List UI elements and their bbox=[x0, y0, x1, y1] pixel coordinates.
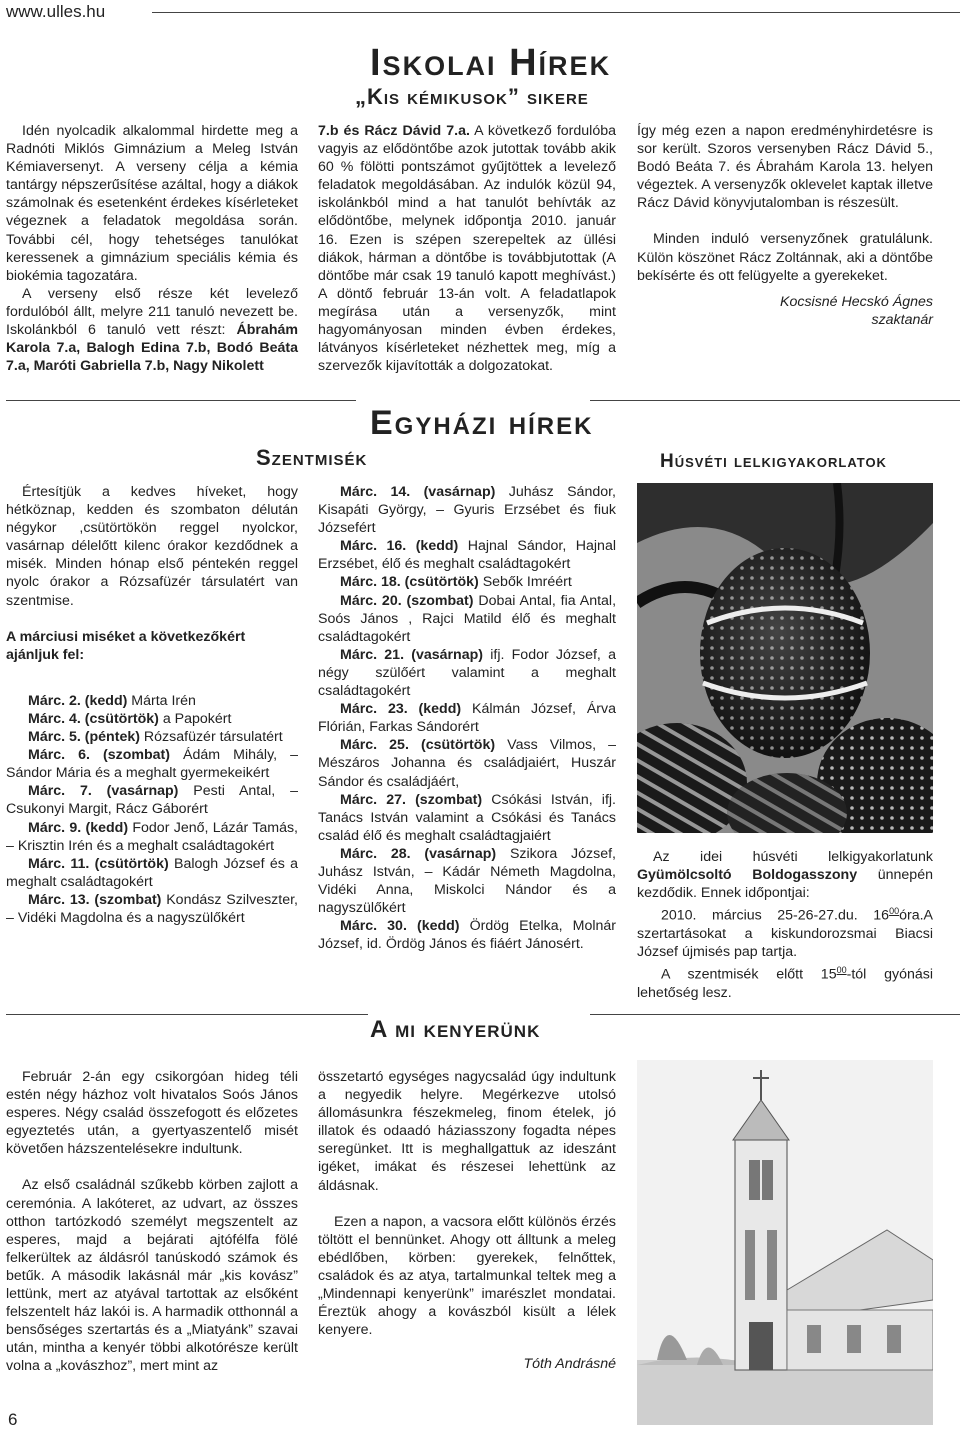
husveti-p2: 2010. március 25-26-27.du. $16^{00}óra.A$ szertartásokat a kiskundorozsmai Biacsi József újmisés pap tartja. bbox=[637, 906, 933, 961]
iskolai-p5: Minden induló versenyzőnek gratulálunk. Külön köszönet Rácz Zoltánnak, aki a döntőbe bekísérte és ott felügyelte a gyerekeket. bbox=[637, 231, 933, 284]
mass-entry: Márc. 4. (csütörtök) a Papokért bbox=[28, 710, 232, 727]
mass-entry: Márc. 7. (vasárnap) Pesti Antal, – Csukonyi Margit, Rácz Gáborért bbox=[6, 783, 298, 818]
participant-names: Ábrahám Karola 7.a, Balogh Edina 7.b, Bodó Beáta 7.a, Maróti Gabriella 7.b, Nagy Nikolett bbox=[6, 322, 298, 375]
kenyer-p1: Február 2-án egy csikorgóan hideg téli estén négy házhoz volt hivatalos Soós János esperes. Négy család összefogott és előzetes egyeztetés után, a gyertyaszentelő misét követően házszentelésekre indultunk. bbox=[6, 1069, 298, 1158]
mass-list-left bbox=[6, 692, 298, 927]
egyhazi-title: Egyházi hírek bbox=[370, 404, 594, 442]
husveti-col bbox=[637, 848, 933, 1002]
mass-entry: Márc. 14. (vasárnap) Juhász Sándor, Kisapáti György, – Gyuris Erzsébet és fiuk Józsefért bbox=[318, 484, 616, 537]
kenyer-p4: Ezen a napon, a vacsora előtt különös érzés töltött el bennünket. Ahogy ott álltunk a meleg ebédlőben, körben: gyerekek, felnőttek, családok és az atya, tartalmunkal teltek meg a „Mindennapi kenyerünk” imarészlet mondatai. Éreztük ahogy a kovászból kisült a lélek kenyere. bbox=[318, 1213, 616, 1339]
mass-entry: Márc. 6. (szombat) Ádám Mihály, – Sándor Mária és a meghalt gyermekeikért bbox=[6, 747, 298, 782]
iskolai-col-2 bbox=[318, 122, 616, 375]
kenyer-title: A mi kenyerünk bbox=[370, 1016, 541, 1043]
site-url[interactable]: www.ulles.hu bbox=[6, 2, 106, 21]
szentmise-col-right bbox=[318, 483, 616, 953]
iskolai-p2: A verseny első része két levelező fordulóból állt, melyre 211 tanuló nevezett be. Iskolánkból 6 tanuló vett részt: Ábrahám Karola 7.a, Balogh Edina 7.b, Bodó Beáta 7.a, Maróti Gabriella 7.b, Nagy Nikolett bbox=[6, 285, 298, 375]
mass-entry: Márc. 27. (szombat) Csókási István, ifj. Tanács István valamint a Csókási és Tanács család élő és meghalt családtagjaiért bbox=[318, 791, 616, 844]
husveti-p3: A szentmisék előtt $15^{00}$-tól gyónási lehetőség lesz. bbox=[637, 965, 934, 1002]
kenyer-p3: összetartó egységes nagycsalád úgy indultunk a negyedik helyre. Megérkezve utolsó állomásunkra fészekmeleg, finom ételek, jó illatok és odaadó háziasszony fogadta népes seregünket. Itt is meghallgattuk az ideszánt igéket, imákat és részesei lehettünk az áldásnak. bbox=[318, 1069, 616, 1194]
iskolai-p3: 7.b és Rácz Dávid 7.a. A következő fordulóba vagyis az elődöntőbe azok jutottak tovább akik 60 % fölötti pontszámot gyűjtöttek a levelező feladatok megoldásában. Az indulók közül 94, iskolánkból mind a hat tanulót behívták az elődöntőbe, melynek időpontja 2010. január 16. Ezen is szépen szerepeltek az üllési diákok, hárman a döntőbe is továbbjutottak (A döntőbe már csak 19 tanuló kapott meghívást.) A döntő február 13-án volt. A feladatlapok megírása után a versenyzők, mint hagyományosan minden évben érdekes, látványos kísérleteket nézhettek meg, míg a szervezők kijavították a dolgozatokat. bbox=[318, 123, 616, 375]
mass-entry: Márc. 25. (csütörtök) Vass Vilmos, – Mészáros Johanna és családjaiért, Huszár Sándor és családjáért, bbox=[318, 737, 616, 790]
kenyer-col-1 bbox=[6, 1068, 298, 1376]
iskolai-signature-role: szaktanár bbox=[871, 311, 933, 328]
mass-entry: Márc. 21. (vasárnap) ifj. Fodor József, a négy szülőért valamint a meghalt családtagokért bbox=[318, 646, 616, 700]
easter-eggs-photo bbox=[637, 483, 933, 833]
iskolai-subtitle: „Kis kémikusok” sikere bbox=[355, 84, 589, 109]
church-photo bbox=[637, 1060, 933, 1425]
szentmise-recommend: A márciusi miséket a következőkért ajánljuk fel: bbox=[6, 628, 246, 663]
mass-entry: Márc. 28. (vasárnap) Szikora József, Juhász István, – Kádár Németh Magdolna, Vidéki Anna, Miskolci Nándor és a nagyszülőkért bbox=[318, 845, 616, 917]
mass-entry: Márc. 30. (kedd) Ördög Etelka, Molnár József, id. Ördög János és fiáért Jánosért. bbox=[318, 918, 617, 953]
header-rule bbox=[152, 12, 960, 13]
easter-eggs-icon bbox=[637, 483, 933, 833]
iskolai-col-1 bbox=[6, 122, 298, 375]
mass-entry: Márc. 11. (csütörtök) Balogh József és a meghalt családtagokért bbox=[6, 855, 298, 890]
szentmise-title: Szentmisék bbox=[256, 445, 368, 470]
husveti-title: Húsvéti lelkigyakorlatok bbox=[660, 451, 887, 472]
iskolai-col-3 bbox=[637, 122, 933, 329]
iskolai-p1: Idén nyolcadik alkalommal hirdette meg a Radnóti Miklós Gimnázium a Meleg István Kémiaversenyt. A verseny célja a kémia tantárgy népszerűsítése azáltal, hogy a diákok számolnak és esetenként érdekes kísérleteket végeznek a feladatok megoldása során. További cél, hogy tehetséges tanulókat keressenek a gimnázium speciális kémia és biokémia tagozatára. bbox=[6, 123, 298, 284]
iskolai-signature: Kocsisné Hecskó Ágnes bbox=[780, 293, 933, 310]
church-icon bbox=[637, 1060, 933, 1425]
mass-entry: Márc. 13. (szombat) Kondász Szilveszter, – Vidéki Magdolna és a nagyszülőkért bbox=[6, 891, 298, 926]
iskolai-p4: Így még ezen a napon eredményhirdetésre is sor került. Szoros versenyben Rácz Dávid 5., Bodó Beáta 7. és Ábrahám Karola 13. helyen végeztek. A versenyzők oklevelet kaptak illetve Rácz Dávid könyvjutalomban is részesült. bbox=[637, 123, 933, 212]
kenyer-col-2 bbox=[318, 1068, 616, 1373]
husveti-p1: Az idei húsvéti lelkigyakorlatunk Gyümölcsoltó Boldogasszony ünnepén kezdődik. Ennek időpontjai: bbox=[637, 849, 933, 902]
iskolai-title: Iskolai Hírek bbox=[370, 42, 612, 84]
szentmise-col-left bbox=[6, 483, 298, 927]
szentmise-intro: Értesítjük a kedves híveket, hogy hétköznap, kedden és szombaton délután négykor ,csütörtökön reggel nyolckor, vasárnap délelőtt kilenc órakor kezdődnek a misék. Minden hónap első péntekén reggel nyolc órakor a Rózsafüzér társulatért van szentmise. bbox=[6, 484, 298, 609]
mass-entry: Márc. 5. (péntek) Rózsafüzér társulatért bbox=[28, 729, 283, 746]
mass-entry: Márc. 9. (kedd) Fodor Jenő, Lázár Tamás, – Krisztin Irén és a meghalt családtagokért bbox=[6, 819, 298, 854]
kenyer-p2: Az első családnál szűkebb körben zajlott a ceremónia. A lakóteret, az udvart, az összes otthon tartózkodó személyt megszentelt az esperes, majd a bejárati ajtófélfa fölé felkerültek az áldásról tanúskodó számok és betűk. A második lakásnál már „kis kovász” lettünk, mert az atyával tartottak az elsőként felszentelt ház lakói is. A harmadik otthonnál a bensőséges szertartás és a „Miatyánk” szavai után, mintha a kenyér többi alkotórésze került volna a „kovászhoz”, mert mint az bbox=[6, 1177, 298, 1375]
mass-entry: Márc. 18. (csütörtök) Sebők Imréért bbox=[340, 574, 572, 591]
kenyer-signature: Tóth Andrásné bbox=[523, 1356, 616, 1373]
section-divider-3 bbox=[6, 1014, 368, 1015]
mass-entry: Márc. 23. (kedd) Kálmán József, Árva Flórián, Farkas Sándorért bbox=[318, 701, 616, 736]
mass-list-right bbox=[318, 483, 616, 953]
mass-entry: Márc. 20. (szombat) Dobai Antal, fia Antal, Soós János , Rajci Matild élő és meghalt családtagokért bbox=[318, 592, 617, 645]
section-divider-4 bbox=[590, 1014, 960, 1015]
section-divider-1 bbox=[6, 400, 356, 401]
mass-entry: Márc. 16. (kedd) Hajnal Sándor, Hajnal Erzsébet, élő és meghalt családtagokért bbox=[318, 538, 616, 573]
mass-entry: Márc. 2. (kedd) Márta Irén bbox=[28, 692, 196, 709]
page-number: 6 bbox=[8, 1410, 18, 1429]
section-divider-2 bbox=[590, 400, 960, 401]
